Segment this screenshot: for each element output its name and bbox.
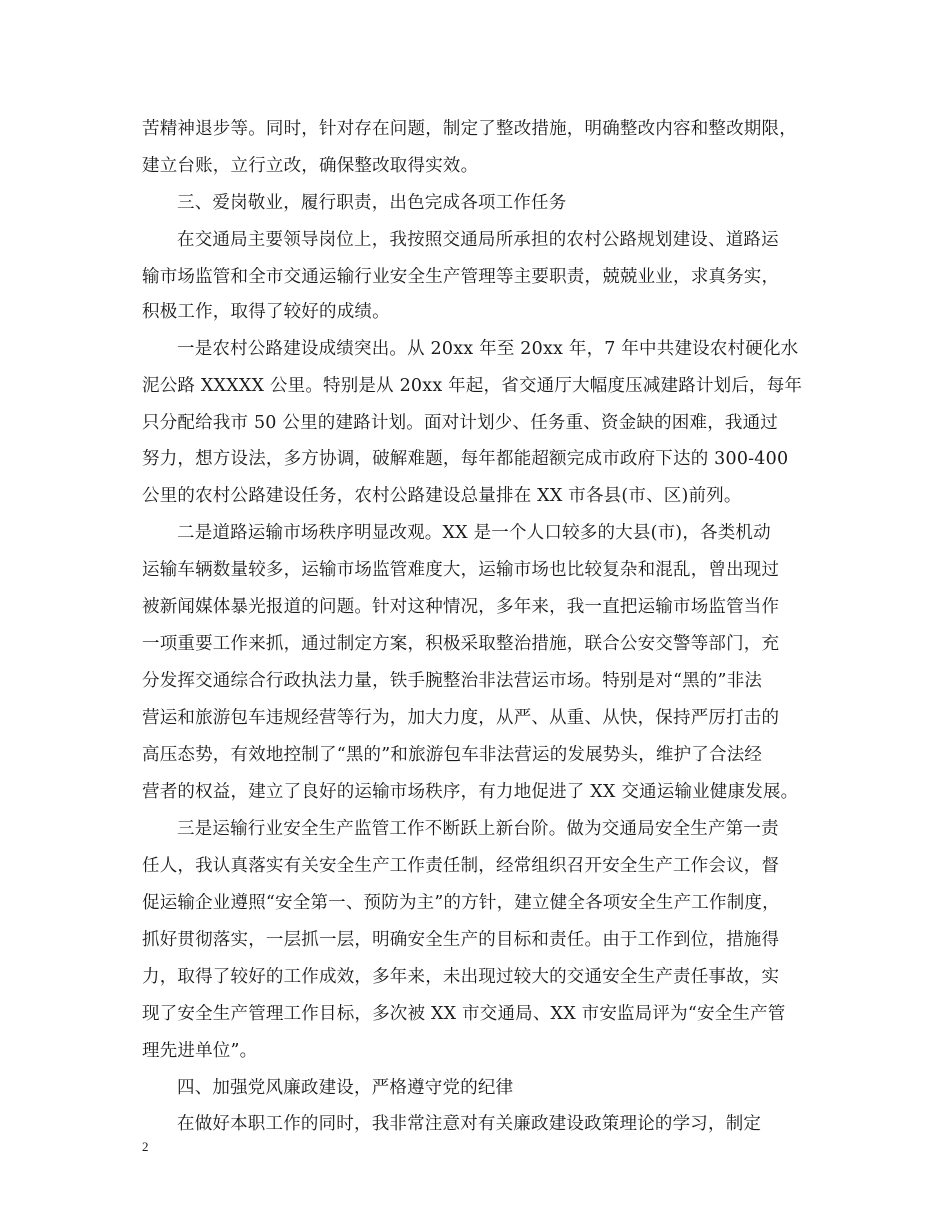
text-line: 泥公路 XXXXX 公里。特别是从 20xx 年起，省交通厅大幅度压减建路计划后，每年 [142, 376, 803, 396]
page-number: 2 [142, 1139, 149, 1154]
text-line: 营运和旅游包车违规经营等行为，加大力度，从严、从重、从快，保持严厉打击的 [142, 708, 780, 728]
text-line: 分发挥交通综合行政执法力量，铁手腕整治非法营运市场。特别是对“黑的”非法 [142, 671, 763, 691]
text-line: 在做好本职工作的同时，我非常注意对有关廉政建设政策理论的学习，制定 [177, 1114, 762, 1134]
text-line: 运输车辆数量较多，运输市场监管难度大，运输市场也比较复杂和混乱，曾出现过 [142, 560, 780, 580]
section-heading: 四、加强党风廉政建设，严格遵守党的纪律 [177, 1078, 514, 1098]
text-line: 苦精神退步等。同时，针对存在问题，制定了整改措施，明确整改内容和整改期限， [142, 119, 797, 139]
text-line: 在交通局主要领导岗位上，我按照交通局所承担的农村公路规划建设、道路运 [177, 230, 779, 250]
text-line: 抓好贯彻落实，一层抓一层，明确安全生产的目标和责任。由于工作到位，措施得 [142, 930, 780, 950]
text-line: 公里的农村公路建设任务，农村公路建设总量排在 XX 市各县(市、区)前列。 [142, 486, 742, 506]
text-line: 一是农村公路建设成绩突出。从 20xx 年至 20xx 年，7 年中共建设农村硬化水 [177, 339, 799, 359]
text-line: 二是道路运输市场秩序明显改观。XX 是一个人口较多的大县(市)，各类机动 [177, 523, 771, 543]
text-line: 促运输企业遵照“安全第一、预防为主”的方针，建立健全各项安全生产工作制度， [142, 893, 780, 913]
text-line: 输市场监管和全市交通运输行业安全生产管理等主要职责，兢兢业业，求真务实， [142, 267, 780, 287]
text-line: 被新闻媒体暴光报道的问题。针对这种情况，多年来，我一直把运输市场监管当作 [142, 597, 780, 617]
text-line: 一项重要工作来抓，通过制定方案，积极采取整治措施，联合公安交警等部门，充 [142, 634, 780, 654]
text-line: 三是运输行业安全生产监管工作不断跃上新台阶。做为交通局安全生产第一责 [177, 819, 779, 839]
text-line: 努力，想方设法，多方协调，破解难题，每年都能超额完成市政府下达的 300-400 [142, 449, 789, 469]
text-line: 高压态势，有效地控制了“黑的”和旅游包车非法营运的发展势头，维护了合法经 [142, 745, 763, 765]
section-heading: 三、爱岗敬业，履行职责，出色完成各项工作任务 [177, 193, 567, 213]
text-line: 营者的权益，建立了良好的运输市场秩序，有力地促进了 XX 交通运输业健康发展。 [142, 782, 799, 802]
text-line: 现了安全生产管理工作目标，多次被 XX 市交通局、XX 市安监局评为“安全生产管 [142, 1004, 786, 1024]
text-line: 力，取得了较好的工作成效，多年来，未出现过较大的交通安全生产责任事故，实 [142, 967, 780, 987]
text-line: 只分配给我市 50 公里的建路计划。面对计划少、任务重、资金缺的困难，我通过 [142, 413, 778, 433]
text-line: 建立台账，立行立改，确保整改取得实效。 [142, 156, 479, 176]
text-line: 任人，我认真落实有关安全生产工作责任制，经常组织召开安全生产工作会议，督 [142, 856, 780, 876]
text-line: 理先进单位”。 [142, 1041, 258, 1061]
text-line: 积极工作，取得了较好的成绩。 [142, 302, 390, 322]
